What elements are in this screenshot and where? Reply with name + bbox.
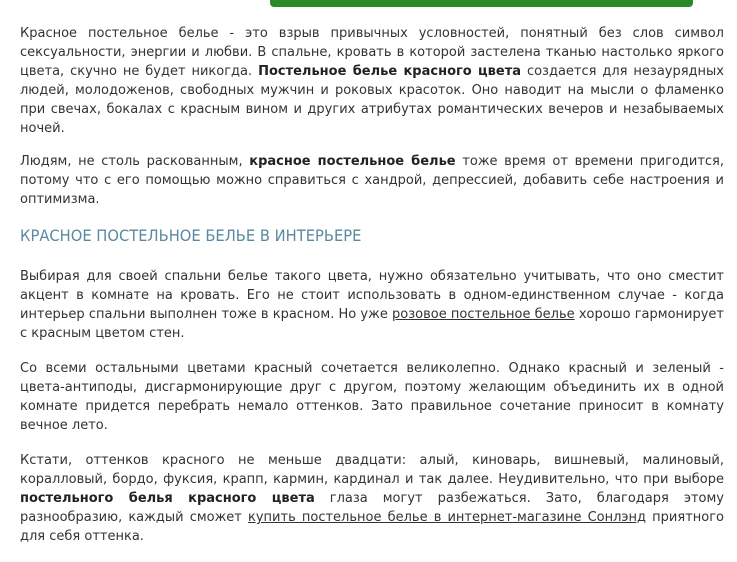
text: приятного для себя оттенка. — [20, 510, 725, 544]
paragraph-intro — [20, 24, 724, 138]
paragraph-5 — [20, 451, 724, 546]
text: создается для незаурядных людей, молодоженов, свободных мужчин и роковых красоток. Оно наводит на мысли о фламенко при свечах, бокалах с красным вином и других атрибутах романтических вечеров и незабываемых ночей. — [20, 64, 725, 136]
section-heading: КРАСНОЕ ПОСТЕЛЬНОЕ БЕЛЬЕ В ИНТЕРЬЕРЕ — [20, 226, 362, 245]
text: тоже время от времени пригодится, потому что с его помощью можно справиться с хандрой, депрессией, добавить себе настроения и оптимизма. — [20, 154, 724, 207]
text: хорошо гармонирует с красным цветом стен. — [20, 307, 724, 341]
paragraph-2 — [20, 152, 724, 209]
bold-keyword: Постельное белье красного цвета — [258, 64, 522, 79]
paragraph-4 — [20, 359, 724, 435]
buy-bedding-link[interactable]: купить постельное белье в интернет-магазине Сонлэнд — [248, 510, 647, 525]
bold-keyword: красное постельное белье — [249, 154, 456, 169]
text: Со всеми остальными цветами красный сочетается великолепно. Однако красный и зеленый - цвета-антиподы, дисгармонирующие друг с другом, поэтому желающим объединить их в одной комнате придется перебрать немало оттенков. Зато правильное сочетание приносит в комнату вечное лето. — [20, 361, 724, 433]
article-body — [20, 24, 724, 562]
top-green-bar — [270, 0, 693, 7]
bold-keyword: постельного белья красного цвета — [20, 491, 315, 506]
text: глаза могут разбежаться. Зато, благодаря этому разнообразию, каждый сможет — [20, 491, 724, 525]
text: Людям, не столь раскованным, — [20, 154, 250, 169]
pink-bedding-link[interactable]: розовое постельное белье — [392, 307, 575, 322]
text: Выбирая для своей спальни белье такого цвета, нужно обязательно учитывать, что оно сместит акцент в комнате на кровать. Его не стоит использовать в одном-единственном случае - когда интерьер спальни выполнен тоже в красном. Но уже — [20, 269, 724, 322]
text: Кстати, оттенков красного не меньше двадцати: алый, киноварь, вишневый, малиновый, коралловый, бордо, фуксия, крапп, кармин, кардинал и так далее. Неудивительно, что при выборе — [20, 453, 724, 487]
paragraph-3 — [20, 267, 724, 343]
text: Красное постельное белье - это взрыв привычных условностей, понятный без слов символ сексуальности, энергии и любви. В спальне, кровать в которой застелена тканью настолько яркого цвета, скучно не будет никогда. — [20, 26, 724, 79]
